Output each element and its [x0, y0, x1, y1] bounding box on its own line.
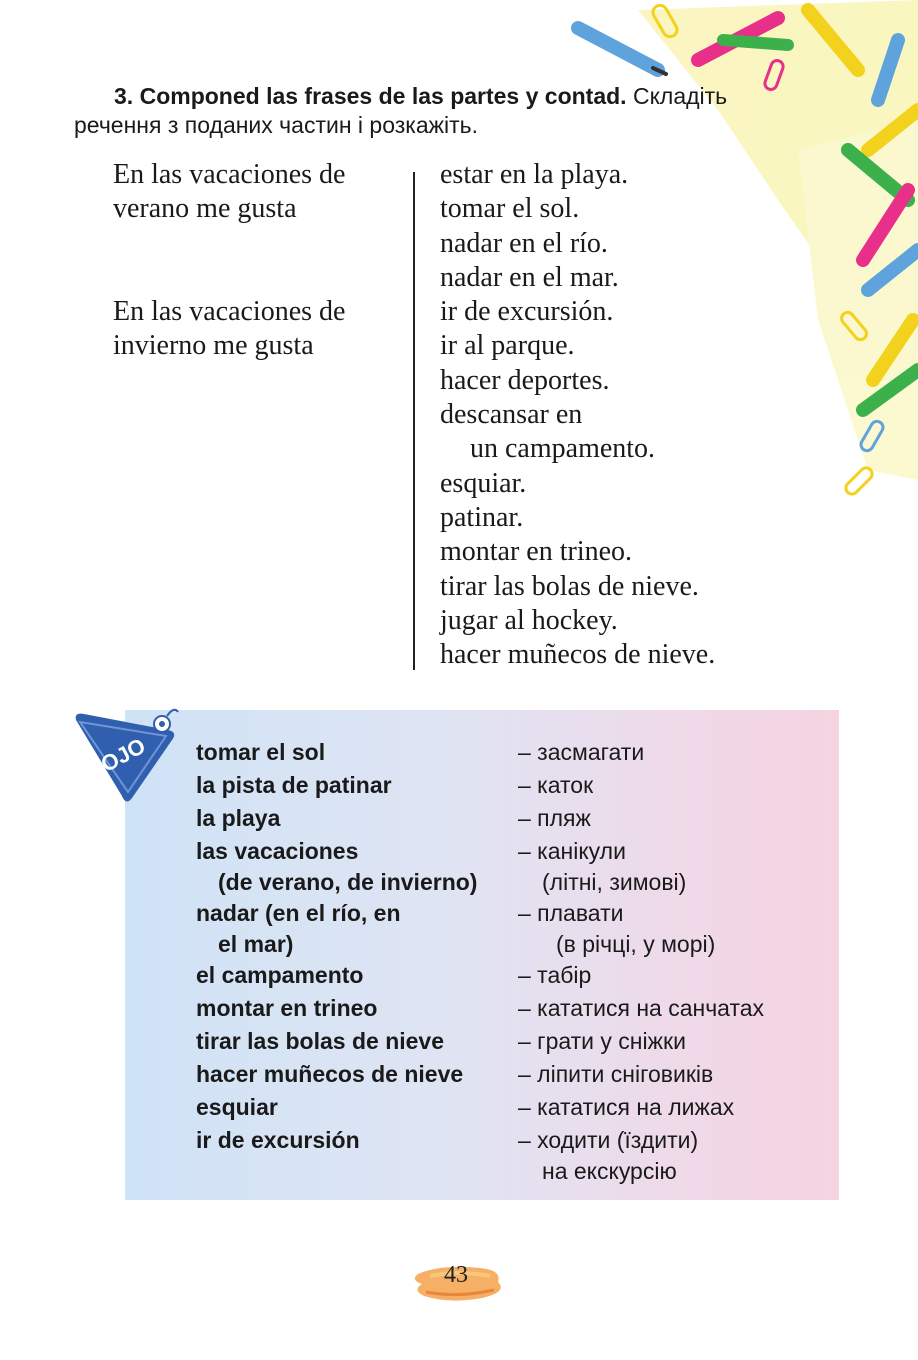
vocab-ua [518, 835, 686, 897]
vocab-es: la playa [196, 805, 281, 831]
right-phrase: nadar en el mar. [440, 261, 619, 293]
vocab-es: el campamento [196, 962, 364, 988]
vocab-es: hacer muñecos de nieve [196, 1061, 464, 1087]
right-phrase: jugar al hockey. [440, 604, 618, 636]
vocab-es: esquiar [196, 1094, 278, 1120]
vocab-ua: – кататися на санчатах [518, 995, 765, 1021]
vocab-ua: – пляж [518, 805, 591, 831]
vocab-es [196, 835, 516, 897]
ojo-label: OJO [96, 732, 150, 777]
vocab-es-main: nadar (en el río, en [196, 900, 401, 926]
vocab-ua-cont: (літні, зимові) [542, 869, 687, 895]
right-phrase: ir al parque. [440, 330, 575, 362]
right-phrase: hacer muñecos de nieve. [440, 639, 716, 671]
exercise-number: 3. [114, 83, 134, 109]
ojo-badge [70, 704, 185, 804]
page-number-area [410, 1252, 510, 1312]
vocab-es-cont: (de verano, de invierno) [218, 869, 478, 895]
page-number: 43 [444, 1262, 468, 1288]
column-divider [413, 172, 415, 670]
vocab-es-cont: el mar) [218, 931, 294, 957]
left-phrase-line: En las vacaciones de [113, 159, 346, 190]
right-phrase: descansar en [440, 399, 583, 431]
vocab-es-main: las vacaciones [196, 838, 359, 864]
vocab-es: montar en trineo [196, 995, 378, 1021]
vocab-row [196, 1091, 836, 1124]
vocab-ua-cont: (в річці, у морі) [556, 931, 716, 957]
vocab-row [196, 1124, 836, 1184]
vocab-es: tirar las bolas de nieve [196, 1028, 445, 1054]
vocab-ua [518, 1124, 698, 1186]
vocab-row [196, 1025, 836, 1058]
vocab-row [196, 769, 836, 802]
vocab-ua: – кататися на лижах [518, 1094, 735, 1120]
right-phrase: patinar. [440, 501, 524, 533]
vocab-ua: – грати у сніжки [518, 1028, 686, 1054]
vocab-row [196, 736, 836, 769]
left-phrase-line: invierno me gusta [113, 330, 314, 362]
vocab-ua: – засмагати [518, 739, 645, 765]
exercise-title-ua-2: речення з поданих частин і розкажіть. [74, 112, 479, 138]
exercise-instruction [74, 82, 844, 140]
left-phrase-line: En las vacaciones de [113, 296, 346, 328]
vocab-es: tomar el sol [196, 739, 326, 765]
right-phrase: un campamento. [470, 433, 656, 465]
vocab-row [196, 992, 836, 1025]
vocab-es: ir de excursión [196, 1127, 360, 1153]
right-phrase: estar en la playa. [440, 159, 629, 190]
left-phrase-line: verano me gusta [113, 193, 297, 225]
vocab-ua-main: – ходити (їздити) [518, 1127, 699, 1153]
exercise-title-ua-1: Складіть [632, 83, 728, 109]
vocab-ua: – ліпити сніговиків [518, 1061, 714, 1087]
right-column [440, 158, 820, 672]
vocab-ua-cont: на екскурсію [542, 1158, 677, 1184]
vocab-es: la pista de patinar [196, 772, 392, 798]
right-phrase: hacer deportes. [440, 364, 610, 396]
vocab-ua: – табір [518, 962, 592, 988]
exercise-title-es: Componed las frases de las partes y contad. [139, 83, 627, 109]
right-phrase: ir de excursión. [440, 296, 614, 328]
vocab-row [196, 1058, 836, 1091]
right-phrase: esquiar. [440, 467, 527, 499]
right-phrase: tirar las bolas de nieve. [440, 570, 699, 602]
left-column [113, 158, 403, 364]
right-phrase: tomar el sol. [440, 193, 580, 225]
right-phrase: nadar en el río. [440, 227, 608, 259]
vocabulary-list [196, 736, 836, 1184]
vocab-row [196, 835, 836, 897]
vocab-ua-main: – плавати [518, 900, 624, 926]
vocab-ua-main: – канікули [518, 838, 626, 864]
vocab-row [196, 897, 836, 959]
vocab-es [196, 897, 516, 959]
vocab-ua [518, 897, 715, 959]
vocab-ua: – каток [518, 772, 594, 798]
vocab-row [196, 802, 836, 835]
right-phrase: montar en trineo. [440, 536, 633, 568]
vocab-row [196, 959, 836, 992]
